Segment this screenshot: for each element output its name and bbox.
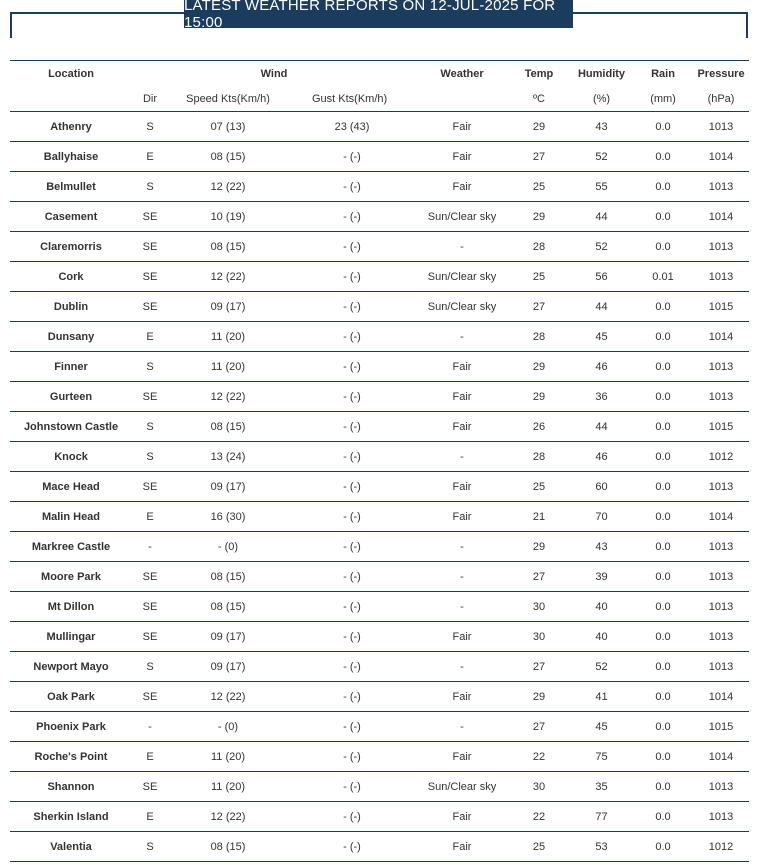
cell-pressure: 1015 [708,420,734,433]
cell-humidity: 36 [595,390,608,403]
cell-weather: Fair [452,510,472,523]
cell-location: Phoenix Park [36,720,106,733]
cell-dir: S [146,180,154,193]
cell-weather: - [460,330,464,343]
table-row [10,142,749,172]
cell-wind-gust: - (-) [343,600,361,613]
table-row [10,592,749,622]
cell-wind-gust: - (-) [343,330,361,343]
table-row [10,382,749,412]
cell-humidity: 44 [595,300,608,313]
cell-dir: SE [142,780,158,793]
cell-temp: 22 [532,810,546,823]
cell-location: Markree Castle [31,540,111,553]
cell-weather: - [460,450,464,463]
cell-location: Roche's Point [34,750,108,763]
cell-pressure: 1013 [708,780,734,793]
cell-wind-speed: 12 (22) [210,270,246,283]
cell-wind-gust: - (-) [343,840,361,853]
subheader-humidity-unit: (%) [592,92,611,105]
cell-temp: 25 [532,480,546,493]
cell-temp: 28 [532,330,546,343]
cell-dir: SE [142,270,158,283]
cell-humidity: 52 [595,660,608,673]
cell-weather: Fair [452,420,472,433]
cell-humidity: 40 [595,600,608,613]
cell-rain: 0.0 [655,570,671,583]
cell-pressure: 1014 [708,330,734,343]
table-row [10,802,749,832]
cell-rain: 0.0 [655,600,671,613]
cell-temp: 27 [532,150,546,163]
cell-weather: Fair [452,180,472,193]
cell-weather: - [460,570,464,583]
cell-humidity: 40 [595,630,608,643]
cell-rain: 0.0 [655,330,671,343]
cell-dir: SE [142,300,158,313]
table-row [10,472,749,502]
cell-temp: 29 [532,360,546,373]
cell-wind-gust: - (-) [343,810,361,823]
cell-location: Shannon [47,780,95,793]
cell-pressure: 1014 [708,750,734,763]
cell-rain: 0.0 [655,210,671,223]
cell-rain: 0.0 [655,450,671,463]
cell-humidity: 53 [595,840,608,853]
cell-temp: 27 [532,660,546,673]
cell-wind-gust: - (-) [343,210,361,223]
cell-weather: Fair [452,480,472,493]
subheader-weather-blank [416,86,508,112]
cell-wind-speed: 07 (13) [210,120,246,133]
cell-location: Dunsany [47,330,95,343]
cell-rain: 0.0 [655,630,671,643]
cell-temp: 29 [532,540,546,553]
cell-wind-speed: 08 (15) [210,420,246,433]
cell-wind-gust: - (-) [343,420,361,433]
cell-weather: Fair [452,810,472,823]
cell-rain: 0.01 [652,270,674,283]
cell-rain: 0.0 [655,660,671,673]
subheader-dir: Dir [142,92,158,105]
table-row [10,292,749,322]
cell-temp: 28 [532,450,546,463]
cell-wind-gust: - (-) [343,270,361,283]
cell-pressure: 1014 [708,210,734,223]
cell-rain: 0.0 [655,510,671,523]
cell-wind-speed: 13 (24) [210,450,246,463]
header-humidity: Humidity [577,67,626,80]
cell-humidity: 45 [595,330,608,343]
cell-humidity: 55 [595,180,608,193]
cell-wind-speed: 09 (17) [210,300,246,313]
cell-wind-speed: 11 (20) [210,330,246,343]
cell-temp: 30 [532,600,546,613]
cell-location: Sherkin Island [33,810,109,823]
cell-rain: 0.0 [655,480,671,493]
table-row [10,622,749,652]
cell-temp: 22 [532,750,546,763]
cell-rain: 0.0 [655,150,671,163]
table-row [10,532,749,562]
table-row [10,712,749,742]
cell-wind-speed: 12 (22) [210,180,246,193]
cell-wind-gust: - (-) [343,660,361,673]
cell-dir: E [146,750,154,763]
cell-dir: SE [142,480,158,493]
cell-humidity: 43 [595,120,608,133]
cell-humidity: 60 [595,480,608,493]
cell-dir: S [146,450,154,463]
cell-humidity: 39 [595,570,608,583]
subheader-blank [10,86,132,112]
cell-pressure: 1012 [708,450,734,463]
cell-humidity: 46 [595,450,608,463]
page-title: LATEST WEATHER REPORTS ON 12-JUL-2025 FOR 15:00 [184,0,573,28]
cell-wind-speed: 12 (22) [210,810,246,823]
cell-rain: 0.0 [655,690,671,703]
cell-weather: Fair [452,360,472,373]
cell-humidity: 77 [595,810,608,823]
header-location: Location [48,67,94,80]
cell-temp: 25 [532,270,546,283]
cell-dir: SE [142,210,158,223]
table-row [10,742,749,772]
cell-dir: - [148,540,152,553]
header-pressure: Pressure [697,67,745,80]
cell-location: Oak Park [47,690,95,703]
cell-pressure: 1013 [708,480,734,493]
cell-rain: 0.0 [655,240,671,253]
cell-location: Claremorris [40,240,102,253]
cell-humidity: 45 [595,720,608,733]
table-header-row [10,61,749,87]
cell-pressure: 1015 [708,720,734,733]
cell-dir: S [146,120,154,133]
cell-location: Athenry [50,120,92,133]
table-row [10,442,749,472]
cell-weather: Fair [452,390,472,403]
cell-location: Dublin [53,300,89,313]
table-row [10,562,749,592]
cell-temp: 29 [532,690,546,703]
cell-wind-speed: 09 (17) [210,480,246,493]
table-row [10,322,749,352]
cell-rain: 0.0 [655,810,671,823]
cell-wind-gust: - (-) [343,720,361,733]
cell-humidity: 43 [595,540,608,553]
cell-wind-speed: - (0) [217,720,239,733]
cell-humidity: 44 [595,420,608,433]
table-subheader-row [10,86,749,112]
cell-humidity: 52 [595,240,608,253]
cell-pressure: 1013 [708,240,734,253]
cell-pressure: 1014 [708,150,734,163]
cell-rain: 0.0 [655,300,671,313]
header-rain: Rain [651,67,675,80]
cell-wind-gust: - (-) [343,780,361,793]
cell-wind-gust: - (-) [343,240,361,253]
cell-dir: S [146,360,154,373]
cell-location: Moore Park [41,570,101,583]
cell-pressure: 1013 [708,180,734,193]
cell-wind-gust: - (-) [343,630,361,643]
cell-humidity: 70 [595,510,608,523]
cell-wind-gust: - (-) [343,300,361,313]
cell-pressure: 1015 [708,300,734,313]
cell-wind-speed: 11 (20) [210,750,246,763]
table-row [10,412,749,442]
cell-weather: Fair [452,690,472,703]
table-row [10,502,749,532]
cell-weather: Sun/Clear sky [427,780,497,793]
cell-pressure: 1013 [708,600,734,613]
cell-wind-speed: 08 (15) [210,570,246,583]
cell-weather: Fair [452,630,472,643]
cell-temp: 28 [532,240,546,253]
cell-wind-speed: 08 (15) [210,150,246,163]
cell-wind-gust: - (-) [343,540,361,553]
cell-location: Finner [54,360,88,373]
cell-rain: 0.0 [655,180,671,193]
cell-temp: 25 [532,840,546,853]
cell-pressure: 1013 [708,390,734,403]
cell-location: Malin Head [41,510,101,523]
cell-location: Newport Mayo [33,660,109,673]
cell-temp: 25 [532,180,546,193]
cell-temp: 29 [532,210,546,223]
cell-location: Belmullet [46,180,96,193]
cell-dir: S [146,660,154,673]
header-temp: Temp [524,67,554,80]
cell-pressure: 1013 [708,570,734,583]
cell-weather: - [460,240,464,253]
table-body [10,112,749,862]
header-wind: Wind [260,67,288,80]
cell-wind-gust: - (-) [343,360,361,373]
cell-weather: Fair [452,120,472,133]
cell-pressure: 1013 [708,630,734,643]
cell-temp: 27 [532,300,546,313]
cell-location: Cork [58,270,84,283]
cell-dir: SE [142,690,158,703]
cell-pressure: 1014 [708,690,734,703]
subheader-temp-unit: ºC [533,92,545,105]
cell-location: Gurteen [49,390,93,403]
cell-wind-gust: - (-) [343,750,361,763]
cell-humidity: 41 [595,690,608,703]
cell-pressure: 1013 [708,360,734,373]
cell-weather: Sun/Clear sky [427,300,497,313]
cell-wind-speed: 11 (20) [210,780,246,793]
cell-temp: 26 [532,420,546,433]
cell-wind-speed: 08 (15) [210,840,246,853]
cell-wind-gust: - (-) [343,510,361,523]
cell-weather: - [460,600,464,613]
cell-humidity: 46 [595,360,608,373]
table-row [10,112,749,142]
cell-wind-gust: 23 (43) [334,120,370,133]
cell-dir: SE [142,240,158,253]
cell-dir: - [148,720,152,733]
cell-dir: S [146,420,154,433]
cell-rain: 0.0 [655,840,671,853]
cell-wind-gust: - (-) [343,180,361,193]
cell-humidity: 52 [595,150,608,163]
cell-weather: Fair [452,150,472,163]
cell-wind-speed: 12 (22) [210,390,246,403]
cell-rain: 0.0 [655,390,671,403]
cell-wind-speed: 09 (17) [210,660,246,673]
cell-dir: E [146,330,154,343]
cell-rain: 0.0 [655,120,671,133]
table-row [10,832,749,862]
cell-dir: SE [142,630,158,643]
cell-wind-gust: - (-) [343,450,361,463]
cell-wind-gust: - (-) [343,480,361,493]
cell-temp: 21 [532,510,546,523]
header-weather: Weather [440,67,484,80]
cell-pressure: 1012 [708,840,734,853]
cell-weather: Fair [452,750,472,763]
cell-wind-gust: - (-) [343,390,361,403]
cell-pressure: 1013 [708,270,734,283]
cell-humidity: 75 [595,750,608,763]
cell-temp: 30 [532,780,546,793]
cell-pressure: 1013 [708,810,734,823]
subheader-rain-unit: (mm) [650,92,676,105]
subheader-pressure-unit: (hPa) [707,92,735,105]
cell-temp: 27 [532,570,546,583]
cell-humidity: 35 [595,780,608,793]
cell-temp: 27 [532,720,546,733]
cell-pressure: 1013 [708,540,734,553]
cell-wind-speed: - (0) [217,540,239,553]
cell-wind-speed: 16 (30) [210,510,246,523]
subheader-speed: Speed Kts(Km/h) [186,92,270,105]
cell-location: Mt Dillon [47,600,95,613]
table-row [10,262,749,292]
cell-temp: 29 [532,120,546,133]
cell-rain: 0.0 [655,720,671,733]
cell-rain: 0.0 [655,360,671,373]
cell-weather: Sun/Clear sky [427,210,497,223]
cell-wind-speed: 11 (20) [210,360,246,373]
cell-rain: 0.0 [655,750,671,763]
cell-dir: E [146,510,154,523]
cell-location: Mullingar [46,630,96,643]
table-row [10,232,749,262]
cell-wind-speed: 08 (15) [210,240,246,253]
subheader-gust: Gust Kts(Km/h) [312,92,388,105]
cell-location: Valentia [50,840,92,853]
cell-location: Johnstown Castle [23,420,119,433]
cell-rain: 0.0 [655,540,671,553]
cell-location: Casement [44,210,98,223]
cell-weather: - [460,660,464,673]
cell-pressure: 1014 [708,510,734,523]
cell-location: Knock [54,450,88,463]
cell-weather: - [460,540,464,553]
cell-wind-gust: - (-) [343,690,361,703]
table-row [10,682,749,712]
cell-humidity: 44 [595,210,608,223]
table-row [10,202,749,232]
cell-wind-gust: - (-) [343,150,361,163]
cell-temp: 29 [532,390,546,403]
cell-pressure: 1013 [708,120,734,133]
cell-humidity: 56 [595,270,608,283]
table-row [10,172,749,202]
cell-pressure: 1013 [708,660,734,673]
cell-dir: SE [142,570,158,583]
table-row [10,652,749,682]
cell-dir: SE [142,600,158,613]
table-row [10,772,749,802]
cell-dir: E [146,810,154,823]
cell-rain: 0.0 [655,420,671,433]
cell-dir: E [146,150,154,163]
cell-temp: 30 [532,630,546,643]
cell-wind-speed: 08 (15) [210,600,246,613]
cell-dir: SE [142,390,158,403]
cell-location: Ballyhaise [43,150,99,163]
cell-weather: Sun/Clear sky [427,270,497,283]
cell-rain: 0.0 [655,780,671,793]
cell-wind-gust: - (-) [343,570,361,583]
cell-wind-speed: 10 (19) [210,210,246,223]
cell-weather: - [460,720,464,733]
table-row [10,352,749,382]
cell-wind-speed: 09 (17) [210,630,246,643]
weather-reports-table [10,60,749,862]
cell-weather: Fair [452,840,472,853]
cell-location: Mace Head [42,480,100,493]
cell-wind-speed: 12 (22) [210,690,246,703]
cell-dir: S [146,840,154,853]
